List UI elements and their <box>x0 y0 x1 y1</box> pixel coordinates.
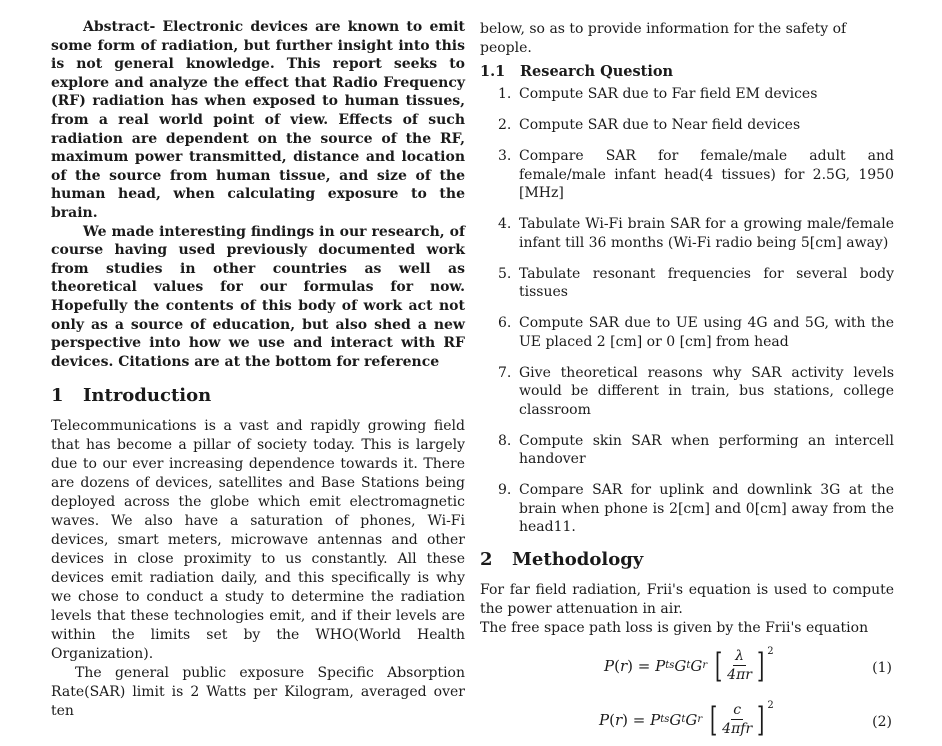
methodology-paragraph-2: The free space path loss is given by the Frii's equation <box>480 620 869 636</box>
abstract-lead: Abstract- <box>83 19 156 35</box>
abstract-text-1: Electronic devices are known to emit some form of radiation, but further insight into this is not general knowledge. This report seeks to explore and analyze the effect that Radio Frequency (RF) radiation has when exposed to human tissues, from a real world point of view. Effects of such radiation are dependent on the source of the RF, maximum power transmitted, distance and location of the source from human tissue, and size of the human head, when calculating exposure to the brain. <box>51 19 465 221</box>
intro-paragraph-2: The general public exposure Specific Absorption Rate(SAR) limit is 2 Watts per Kilogram, averaged over ten <box>51 665 465 720</box>
equation-1-tag: (1) <box>872 660 892 676</box>
research-question-list <box>480 85 894 537</box>
equation-2-formula: P ( r ) = P ts G t G r [ $\frac{c}{\text{4πfr}}$ ] $^2$ <box>599 699 774 740</box>
abstract <box>51 18 465 371</box>
equation-1-formula: P ( r ) = P ts G t G r [ $\frac{\lambda}{4\pi r}$ ] $^2$ <box>604 645 774 686</box>
list-item: 5. Tabulate resonant frequencies for several body tissues <box>498 265 894 300</box>
list-item: 6. Compute SAR due to UE using 4G and 5G, with the UE placed 2 [cm] or 0 [cm] from head <box>498 315 894 350</box>
list-item: 3. Compare SAR for female/male adult and female/male infant head(4 tissues) for 2.5G, 1950 [MHz] <box>498 148 894 201</box>
equation-2 <box>480 698 894 746</box>
continued-paragraph: below, so as to provide information for the safety of people. <box>480 21 847 56</box>
list-item: 9. Compare SAR for uplink and downlink 3G at the brain when phone is 2[cm] and 0[cm] away from the head11. <box>498 482 894 535</box>
list-item: 2. Compute SAR due to Near field devices <box>498 117 801 133</box>
section-number: 2 <box>480 549 493 570</box>
methodology-paragraph-1: For far field radiation, Frii's equation is used to compute the power attenuation in air. <box>480 582 894 617</box>
list-item: 4. Tabulate Wi-Fi brain SAR for a growing male/female infant till 36 months (Wi-Fi radio being 5[cm] away) <box>498 216 894 251</box>
list-item: 7. Give theoretical reasons why SAR activity levels would be different in train, bus stations, college classroom <box>498 364 894 418</box>
abstract-paragraph-1 <box>51 18 465 223</box>
section-introduction-heading <box>51 385 465 407</box>
equation-2-tag: (2) <box>872 714 892 730</box>
equation-1 <box>480 644 894 692</box>
subsection-title: Research Question <box>520 63 674 80</box>
right-column <box>480 0 894 746</box>
section-title: Introduction <box>83 385 212 407</box>
list-item: 1. Compute SAR due to Far field EM devices <box>498 86 818 102</box>
section-title: Methodology <box>512 549 644 570</box>
subsection-research-question-heading <box>480 62 894 81</box>
list-item: 8. Compute skin SAR when performing an intercell handover <box>498 432 894 467</box>
left-column <box>51 0 465 721</box>
abstract-paragraph-2: We made interesting findings in our research, of course having used previously documented work from studies in other countries as well as theoretical values for our formulas for now. Hopefully the contents of this body of work act not only as a source of education, but also shed a new perspective into how we use and interact with RF devices. Citations are at the bottom for reference <box>51 223 465 370</box>
section-methodology-heading <box>480 549 894 571</box>
intro-paragraph-1: Telecommunications is a vast and rapidly growing field that has become a pillar of society today. This is largely due to our ever increasing dependence towards it. There are dozens of devices, satellites and Base Stations being deployed across the globe which emit electromagnetic waves. We also have a saturation of phones, Wi-Fi devices, smart meters, microwave antennas and other devices in close proximity to us constantly. All these devices emit radiation daily, and this specifically is why we chose to conduct a study to determine the radiation levels that these technologies emit, and if their levels are within the limits set by the WHO(World Health Organization). <box>51 418 465 663</box>
section-number: 1 <box>51 385 64 407</box>
subsection-number: 1.1 <box>480 63 506 80</box>
